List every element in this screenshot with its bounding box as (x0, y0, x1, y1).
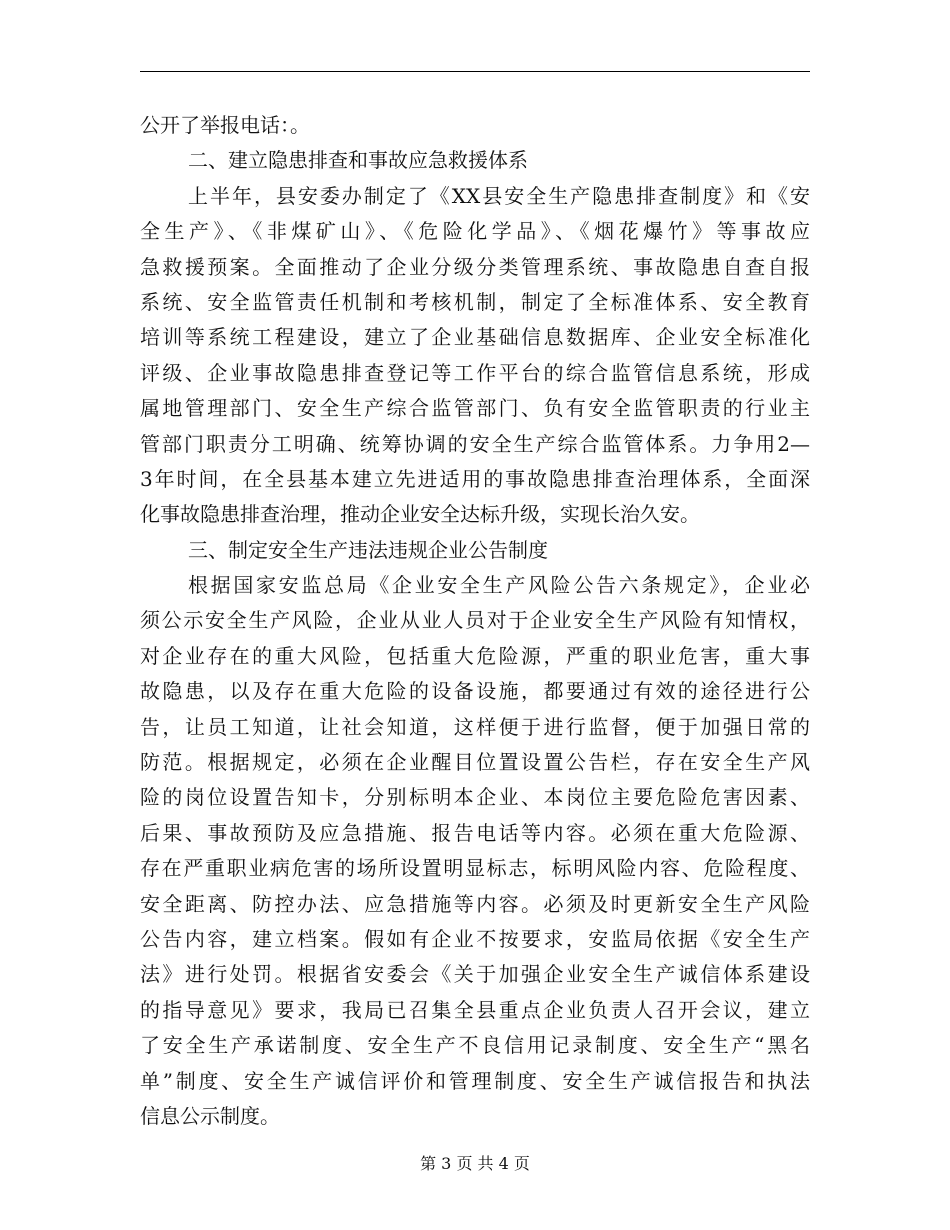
text-line: 评级、企业事故隐患排查登记等工作平台的综合监管信息系统，形成 (140, 360, 810, 385)
text-line: 后果、事故预防及应急措施、报告电话等内容。必须在重大危险源、 (140, 820, 810, 845)
page-footer: 第 3 页 共 4 页 (420, 1154, 530, 1173)
text-line: 安全距离、防控办法、应急措施等内容。必须及时更新安全生产风险 (140, 891, 810, 916)
text-line: 险的岗位设置告知卡，分别标明本企业、本岗位主要危险危害因素、 (140, 785, 810, 810)
text-line: 急救援预案。全面推动了企业分级分类管理系统、事故隐患自查自报 (140, 254, 810, 279)
text-line: 系统、安全监管责任机制和考核机制，制定了全标准体系、安全教育 (140, 289, 810, 314)
text-line: 信息公示制度。 (140, 1103, 280, 1128)
text-line: 了安全生产承诺制度、安全生产不良信用记录制度、安全生产“黑名 (140, 1033, 810, 1058)
header-rule (140, 71, 810, 72)
text-line: 培训等系统工程建设，建立了企业基础信息数据库、企业安全标准化 (140, 325, 810, 350)
text-line: 全生产》、《非煤矿山》、《危险化学品》、《烟花爆竹》等事故应 (140, 219, 810, 244)
text-line: 属地管理部门、安全生产综合监管部门、负有安全监管职责的行业主 (140, 396, 810, 421)
text-line: 化事故隐患排查治理，推动企业安全达标升级，实现长治久安。 (140, 502, 700, 527)
text-line: 3年时间，在全县基本建立先进适用的事故隐患排查治理体系，全面深 (140, 466, 810, 491)
text-line: 根据国家安监总局《企业安全生产风险公告六条规定》，企业必 (188, 573, 810, 598)
text-line: 上半年，县安委办制定了《XX县安全生产隐患排查制度》和《安 (188, 183, 810, 208)
text-line: 对企业存在的重大风险，包括重大危险源，严重的职业危害，重大事 (140, 643, 810, 668)
text-line: 防范。根据规定，必须在企业醒目位置设置公告栏，存在安全生产风 (140, 750, 810, 775)
text-line: 管部门职责分工明确、统筹协调的安全生产综合监管体系。力争用2— (140, 431, 810, 456)
text-line: 公开了举报电话：。 (140, 113, 310, 137)
text-line: 存在严重职业病危害的场所设置明显标志，标明风险内容、危险程度、 (140, 856, 810, 881)
text-line: 告，让员工知道，让社会知道，这样便于进行监督，便于加强日常的 (140, 714, 810, 739)
text-line: 法》进行处罚。根据省安委会《关于加强企业安全生产诚信体系建设 (140, 962, 810, 987)
body-text (140, 108, 810, 1134)
text-line: 三、制定安全生产违法违规企业公告制度 (188, 537, 548, 562)
text-line: 须公示安全生产风险，企业从业人员对于企业安全生产风险有知情权， (140, 608, 810, 633)
text-line: 故隐患，以及存在重大危险的设备设施，都要通过有效的途径进行公 (140, 679, 810, 704)
text-line: 公告内容，建立档案。假如有企业不按要求，安监局依据《安全生产 (140, 926, 810, 951)
text-line: 二、建立隐患排查和事故应急救援体系 (188, 148, 528, 173)
text-line: 的指导意见》要求，我局已召集全县重点企业负责人召开会议，建立 (140, 997, 810, 1022)
text-line: 单”制度、安全生产诚信评价和管理制度、安全生产诚信报告和执法 (140, 1068, 810, 1093)
